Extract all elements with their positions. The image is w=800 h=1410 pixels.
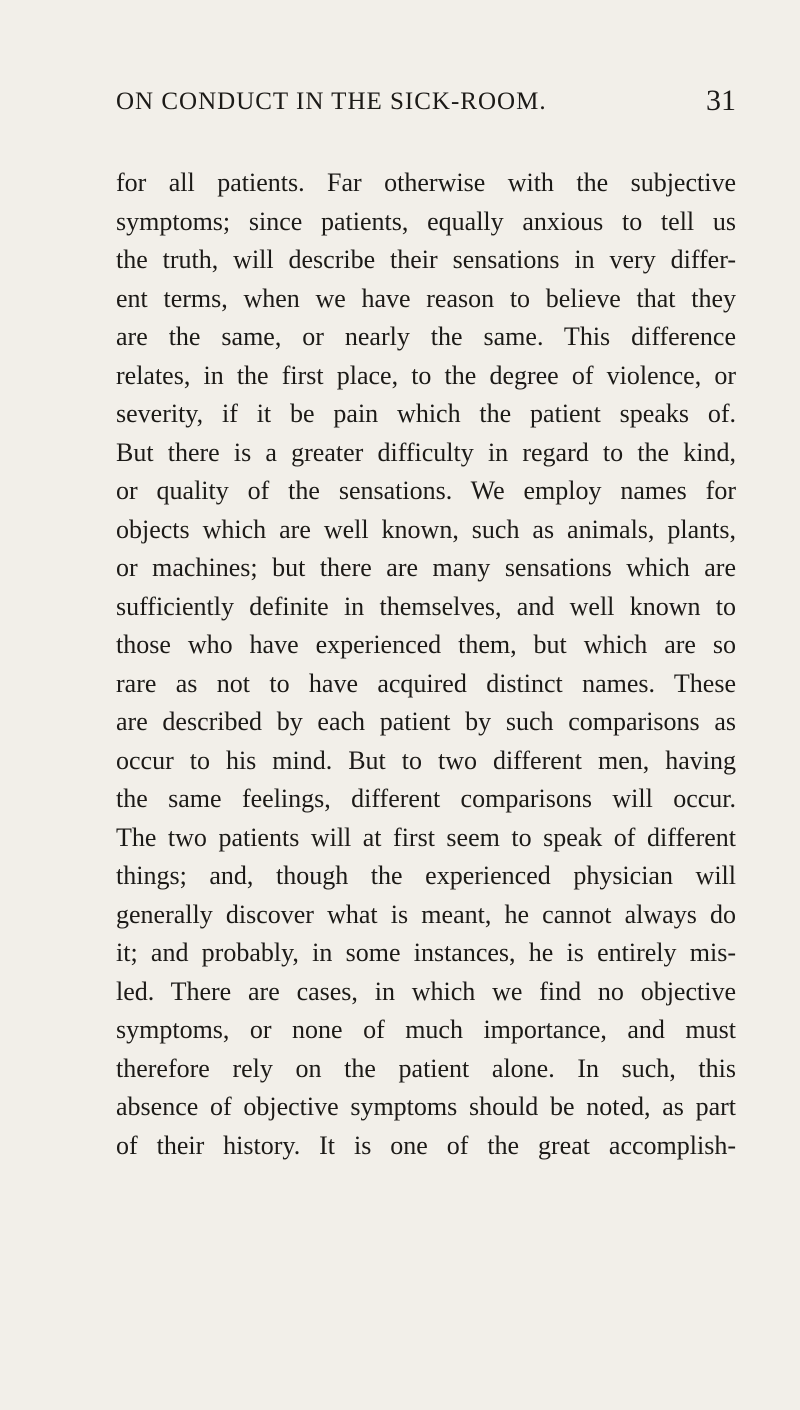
text-line: are described by each patient by such comparisons as (116, 707, 736, 736)
text-line: occur to his mind. But to two different men, having (116, 745, 736, 775)
text-line: things; and, though the experienced physician will (116, 861, 736, 890)
page-number: 31 (706, 84, 736, 117)
text-line: objects which are well known, such as animals, plants, (116, 514, 736, 544)
text-line: severity, if it be pain which the patient speaks of. (116, 399, 736, 428)
text-line: symptoms; since patients, equally anxious to tell us (116, 206, 736, 236)
text-line: ent terms, when we have reason to believe that they (116, 283, 736, 313)
running-head (116, 84, 736, 128)
text-line: led. There are cases, in which we find no objective (116, 976, 736, 1006)
text-line: generally discover what is meant, he cannot always do (116, 899, 736, 929)
text-line: or machines; but there are many sensations which are (116, 553, 736, 582)
text-line: it; and probably, in some instances, he is entirely mis- (116, 938, 736, 967)
text-line: are the same, or nearly the same. This difference (116, 322, 736, 351)
text-line: absence of objective symptoms should be noted, as part (116, 1092, 736, 1121)
text-line: symptoms, or none of much importance, and must (116, 1015, 736, 1044)
text-line: the truth, will describe their sensations in very differ- (116, 245, 736, 274)
text-line: The two patients will at first seem to speak of different (116, 822, 736, 852)
text-line: the same feelings, different comparisons will occur. (116, 784, 736, 813)
body-text (116, 164, 736, 1165)
text-line: sufficiently definite in themselves, and well known to (116, 591, 736, 621)
text-line: those who have experienced them, but which are so (116, 630, 736, 659)
text-line: or quality of the sensations. We employ names for (116, 476, 736, 505)
text-line: But there is a greater difficulty in regard to the kind, (116, 437, 736, 467)
text-line: of their history. It is one of the great accomplish- (116, 1130, 736, 1160)
text-line: rare as not to have acquired distinct names. These (116, 668, 736, 698)
text-line: therefore rely on the patient alone. In such, this (116, 1053, 736, 1083)
text-line: for all patients. Far otherwise with the subjective (116, 168, 736, 197)
text-line: relates, in the first place, to the degree of violence, or (116, 360, 736, 390)
running-title: ON CONDUCT IN THE SICK-ROOM. (116, 88, 547, 115)
